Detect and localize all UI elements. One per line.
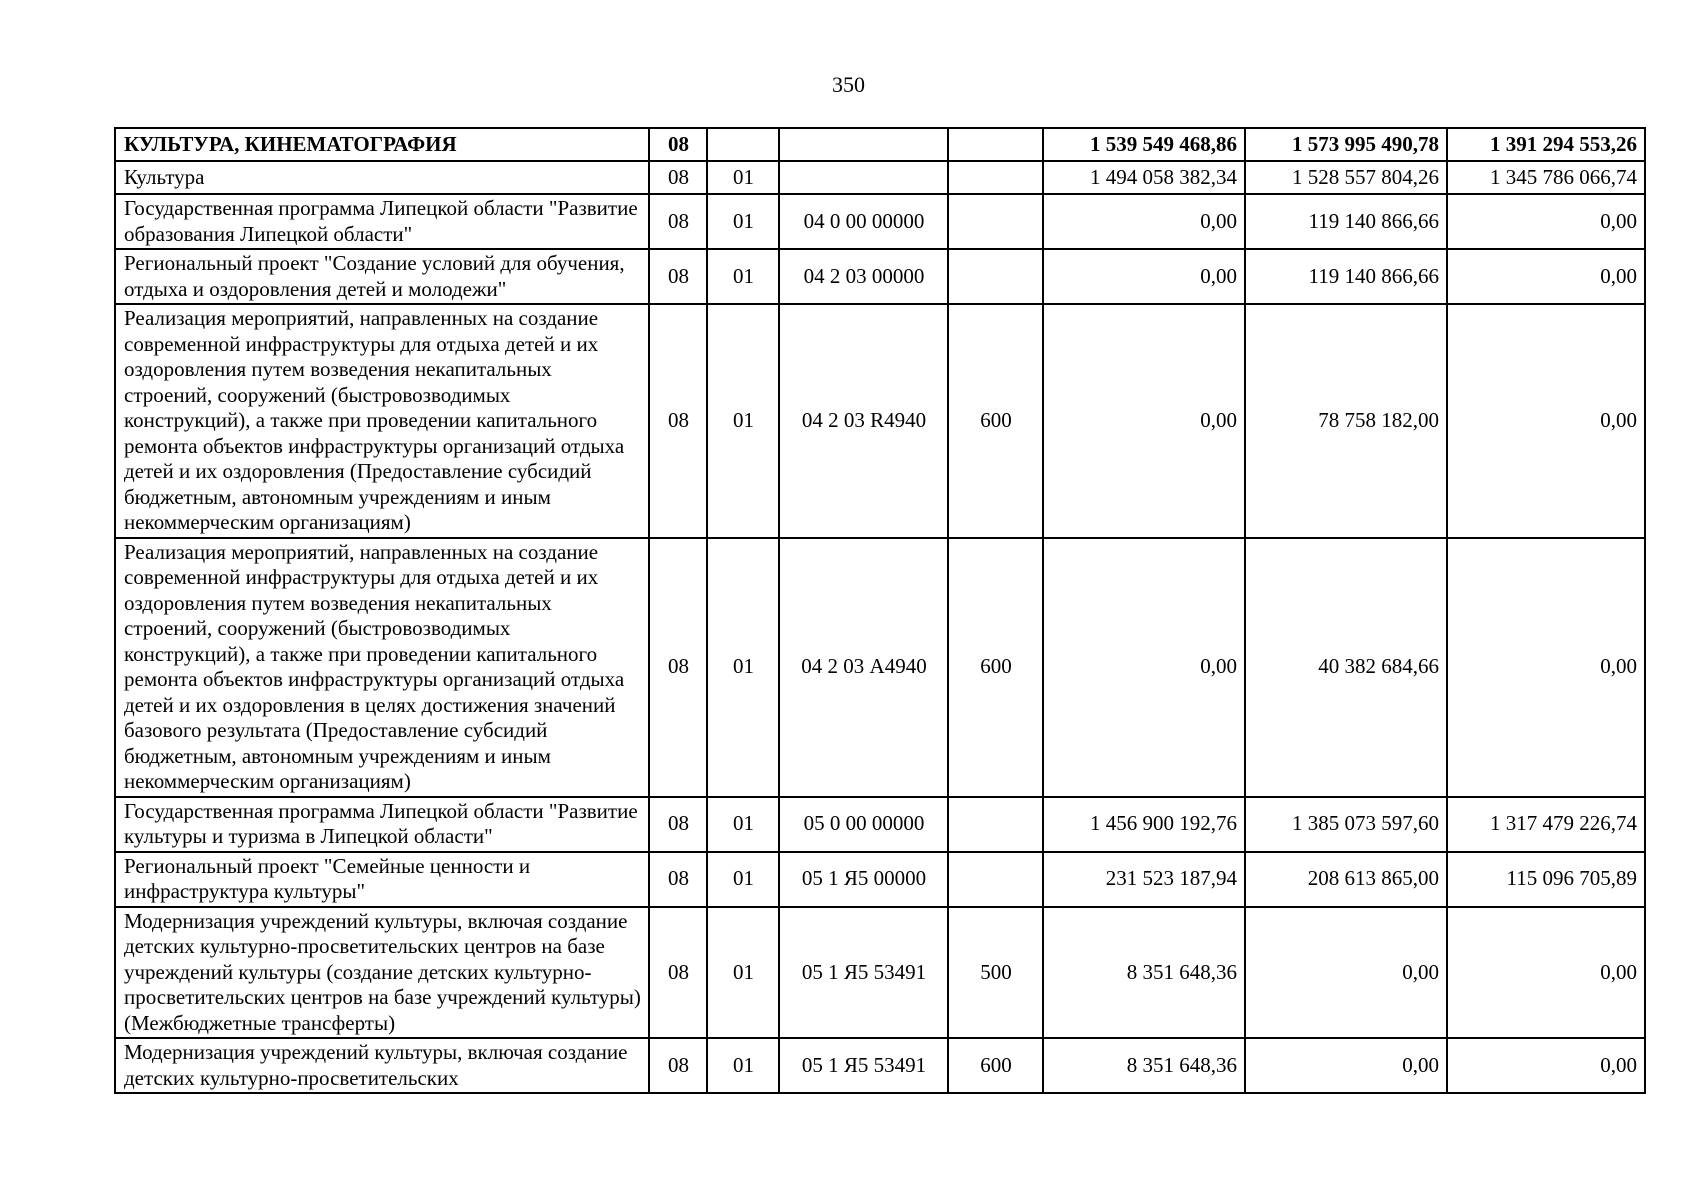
row-name: Реализация мероприятий, направленных на создание современной инфраструктуры для отдыха детей и их оздоровления путем возведения некапитальных строений, сооружений (быстровозводимых конструкций), а также при проведении капитального ремонта объектов инфраструктуры организаций отдыха детей и их оздоровления в целях достижения значений базового результата (Предоставление субсидий бюджетным, автономным учреждениям и иным некоммерческим организациям): [115, 538, 649, 797]
expense-type-code: [948, 194, 1043, 249]
subsection-code: 01: [707, 907, 779, 1039]
expense-type-code: [948, 249, 1043, 304]
row-name: Государственная программа Липецкой области "Развитие культуры и туризма в Липецкой области": [115, 797, 649, 852]
subsection-code: 01: [707, 194, 779, 249]
expense-type-code: [948, 128, 1043, 161]
target-code: [779, 161, 948, 194]
table-row: [115, 161, 1645, 194]
section-code: 08: [649, 538, 707, 797]
amount-year-3: 0,00: [1447, 249, 1645, 304]
amount-year-1: 1 494 058 382,34: [1043, 161, 1245, 194]
table-row: [115, 907, 1645, 1039]
target-code: 04 2 03 R4940: [779, 304, 948, 538]
amount-year-2: 0,00: [1245, 1038, 1447, 1093]
amount-year-1: 8 351 648,36: [1043, 1038, 1245, 1093]
expense-type-code: 600: [948, 1038, 1043, 1093]
amount-year-2: 1 573 995 490,78: [1245, 128, 1447, 161]
amount-year-2: 208 613 865,00: [1245, 852, 1447, 907]
section-code: 08: [649, 161, 707, 194]
amount-year-2: 1 528 557 804,26: [1245, 161, 1447, 194]
amount-year-1: 231 523 187,94: [1043, 852, 1245, 907]
row-name: Модернизация учреждений культуры, включая создание детских культурно-просветительских центров на базе учреждений культуры (создание детских культурно-просветительских центров на базе учреждений культуры) (Межбюджетные трансферты): [115, 907, 649, 1039]
amount-year-3: 1 317 479 226,74: [1447, 797, 1645, 852]
section-code: 08: [649, 194, 707, 249]
target-code: 05 1 Я5 53491: [779, 907, 948, 1039]
subsection-code: 01: [707, 304, 779, 538]
subsection-code: [707, 128, 779, 161]
section-code: 08: [649, 1038, 707, 1093]
subsection-code: 01: [707, 538, 779, 797]
amount-year-1: 1 539 549 468,86: [1043, 128, 1245, 161]
amount-year-2: 119 140 866,66: [1245, 194, 1447, 249]
target-code: 05 1 Я5 00000: [779, 852, 948, 907]
page-number: 350: [832, 72, 865, 97]
table-row: [115, 304, 1645, 538]
target-code: 04 2 03 00000: [779, 249, 948, 304]
subsection-code: 01: [707, 161, 779, 194]
table-row: [115, 249, 1645, 304]
amount-year-1: 0,00: [1043, 304, 1245, 538]
table-row: [115, 1038, 1645, 1093]
expense-type-code: 500: [948, 907, 1043, 1039]
amount-year-2: 40 382 684,66: [1245, 538, 1447, 797]
expense-type-code: [948, 797, 1043, 852]
amount-year-3: 0,00: [1447, 538, 1645, 797]
amount-year-3: 0,00: [1447, 907, 1645, 1039]
budget-table: [114, 127, 1646, 1094]
section-code: 08: [649, 304, 707, 538]
table-row: [115, 194, 1645, 249]
row-name: Культура: [115, 161, 649, 194]
section-code: 08: [649, 797, 707, 852]
table-row: [115, 128, 1645, 161]
amount-year-3: 0,00: [1447, 1038, 1645, 1093]
table-row: [115, 797, 1645, 852]
subsection-code: 01: [707, 249, 779, 304]
row-name: КУЛЬТУРА, КИНЕМАТОГРАФИЯ: [115, 128, 649, 161]
amount-year-1: 8 351 648,36: [1043, 907, 1245, 1039]
amount-year-2: 78 758 182,00: [1245, 304, 1447, 538]
amount-year-3: 0,00: [1447, 194, 1645, 249]
row-name: Модернизация учреждений культуры, включая создание детских культурно-просветительских: [115, 1038, 649, 1093]
subsection-code: 01: [707, 852, 779, 907]
amount-year-3: 1 391 294 553,26: [1447, 128, 1645, 161]
amount-year-3: 115 096 705,89: [1447, 852, 1645, 907]
table-row: [115, 538, 1645, 797]
section-code: 08: [649, 852, 707, 907]
row-name: Реализация мероприятий, направленных на создание современной инфраструктуры для отдыха детей и их оздоровления путем возведения некапитальных строений, сооружений (быстровозводимых конструкций), а также при проведении капитального ремонта объектов инфраструктуры организаций отдыха детей и их оздоровления (Предоставление субсидий бюджетным, автономным учреждениям и иным некоммерческим организациям): [115, 304, 649, 538]
table-row: [115, 852, 1645, 907]
target-code: 05 1 Я5 53491: [779, 1038, 948, 1093]
target-code: 04 2 03 А4940: [779, 538, 948, 797]
row-name: Региональный проект "Семейные ценности и инфраструктура культуры": [115, 852, 649, 907]
target-code: 04 0 00 00000: [779, 194, 948, 249]
target-code: [779, 128, 948, 161]
amount-year-1: 0,00: [1043, 538, 1245, 797]
amount-year-2: 119 140 866,66: [1245, 249, 1447, 304]
amount-year-2: 1 385 073 597,60: [1245, 797, 1447, 852]
amount-year-3: 0,00: [1447, 304, 1645, 538]
row-name: Государственная программа Липецкой области "Развитие образования Липецкой области": [115, 194, 649, 249]
expense-type-code: [948, 161, 1043, 194]
target-code: 05 0 00 00000: [779, 797, 948, 852]
amount-year-1: 0,00: [1043, 249, 1245, 304]
amount-year-1: 0,00: [1043, 194, 1245, 249]
section-code: 08: [649, 249, 707, 304]
expense-type-code: 600: [948, 538, 1043, 797]
row-name: Региональный проект "Создание условий для обучения, отдыха и оздоровления детей и молодежи": [115, 249, 649, 304]
amount-year-2: 0,00: [1245, 907, 1447, 1039]
subsection-code: 01: [707, 797, 779, 852]
expense-type-code: 600: [948, 304, 1043, 538]
expense-type-code: [948, 852, 1043, 907]
amount-year-1: 1 456 900 192,76: [1043, 797, 1245, 852]
amount-year-3: 1 345 786 066,74: [1447, 161, 1645, 194]
section-code: 08: [649, 907, 707, 1039]
subsection-code: 01: [707, 1038, 779, 1093]
section-code: 08: [649, 128, 707, 161]
